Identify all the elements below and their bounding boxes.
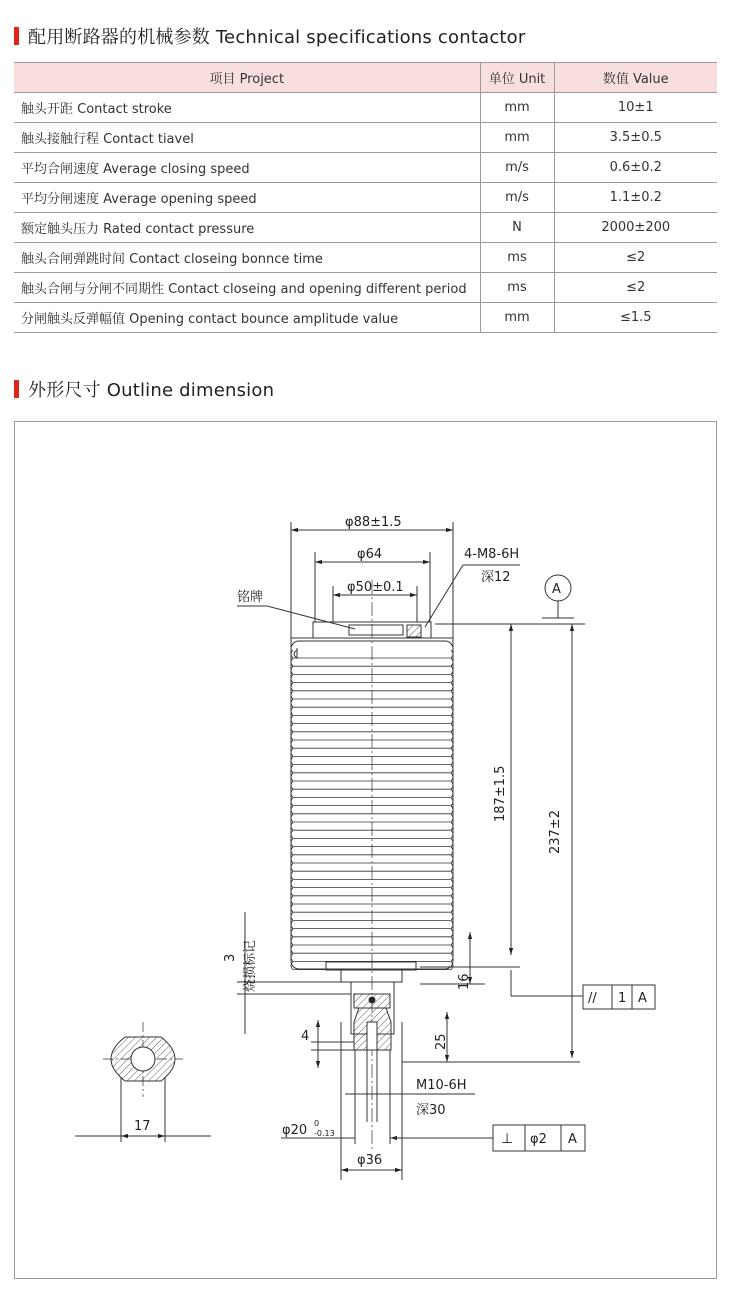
tol-parallel-symbol: // — [588, 991, 597, 1006]
table-row — [14, 213, 717, 243]
table-row — [14, 93, 717, 123]
outline-section-header — [14, 377, 274, 401]
row-item: 触头开距 Contact stroke — [14, 93, 480, 123]
table-row — [14, 123, 717, 153]
row-item: 额定触头压力 Rated contact pressure — [14, 213, 480, 243]
spec-section-header — [14, 24, 526, 48]
dim-top-mid: φ64 — [357, 547, 383, 562]
outline-drawing-frame — [14, 421, 717, 1279]
dim-phi36: φ36 — [357, 1153, 383, 1168]
row-item: 平均分闸速度 Average opening speed — [14, 183, 480, 213]
outline-drawing — [15, 422, 716, 1278]
row-value: ≤2 — [554, 273, 717, 303]
table-row — [14, 153, 717, 183]
tol-perp-symbol: ⊥ — [501, 1131, 514, 1147]
row-item: 平均合闸速度 Average closing speed — [14, 153, 480, 183]
tol-parallel-datum: A — [638, 991, 647, 1006]
burn-mark-label: 烧损标记 — [243, 939, 258, 992]
dim-16: 16 — [457, 973, 472, 990]
tol-parallel-value: 1 — [618, 991, 627, 1006]
row-item: 触头接触行程 Contact tiavel — [14, 123, 480, 153]
dim-25: 25 — [434, 1033, 449, 1050]
row-item: 分闸触头反弹幅值 Opening contact bounce amplitude value — [14, 303, 480, 333]
section-accent-bar — [14, 27, 19, 45]
dim-phi20-upper: 0 — [314, 1119, 320, 1128]
header-unit: 单位 Unit — [480, 63, 554, 93]
dim-height-237: 237±2 — [548, 810, 563, 854]
row-value: 0.6±0.2 — [554, 153, 717, 183]
row-value: 2000±200 — [554, 213, 717, 243]
table-row — [14, 243, 717, 273]
row-unit: N — [480, 213, 554, 243]
spec-table — [14, 62, 717, 333]
datum-a-label: A — [552, 582, 561, 597]
row-value: 3.5±0.5 — [554, 123, 717, 153]
table-row — [14, 273, 717, 303]
row-item: 触头合闸与分闸不同期性 Contact closeing and opening different period — [14, 273, 480, 303]
header-project: 项目 Project — [14, 63, 480, 93]
row-unit: mm — [480, 123, 554, 153]
row-unit: m/s — [480, 183, 554, 213]
spec-section-title: 配用断路器的机械参数 Technical specifications contactor — [28, 27, 526, 48]
thread-top: 4-M8-6H — [464, 547, 520, 562]
tol-perp-value: φ2 — [530, 1132, 547, 1147]
table-row — [14, 303, 717, 333]
row-unit: mm — [480, 93, 554, 123]
dim-height-187: 187±1.5 — [493, 765, 508, 822]
row-unit: mm — [480, 303, 554, 333]
tol-perp-datum: A — [568, 1132, 577, 1147]
table-row — [14, 183, 717, 213]
row-value: 10±1 — [554, 93, 717, 123]
spec-table-header-row — [14, 63, 717, 93]
thread-bottom: M10-6H — [416, 1078, 467, 1093]
dim-top-outer: φ88±1.5 — [345, 515, 402, 530]
thread-top-depth: 深12 — [481, 570, 511, 585]
row-value: 1.1±0.2 — [554, 183, 717, 213]
section-accent-bar — [14, 380, 19, 398]
tolerance-parallel-frame — [511, 970, 655, 1009]
dim-phi20-lower: -0.13 — [314, 1129, 335, 1138]
row-value: ≤1.5 — [554, 303, 717, 333]
row-value: ≤2 — [554, 243, 717, 273]
dim-phi20: φ20 — [282, 1123, 308, 1138]
dim-17: 17 — [134, 1119, 151, 1134]
outline-section-title: 外形尺寸 Outline dimension — [28, 380, 275, 401]
row-unit: ms — [480, 243, 554, 273]
dim-top-inner: φ50±0.1 — [347, 580, 404, 595]
row-unit: ms — [480, 273, 554, 303]
thread-bottom-depth: 深30 — [416, 1103, 446, 1118]
nameplate-label: 铭牌 — [237, 590, 264, 605]
dim-3: 3 — [223, 953, 238, 962]
row-unit: m/s — [480, 153, 554, 183]
header-value: 数值 Value — [554, 63, 717, 93]
row-item: 触头合闸弹跳时间 Contact closeing bonnce time — [14, 243, 480, 273]
tolerance-perpendicular-frame — [390, 1125, 585, 1151]
dim-4: 4 — [301, 1029, 310, 1044]
